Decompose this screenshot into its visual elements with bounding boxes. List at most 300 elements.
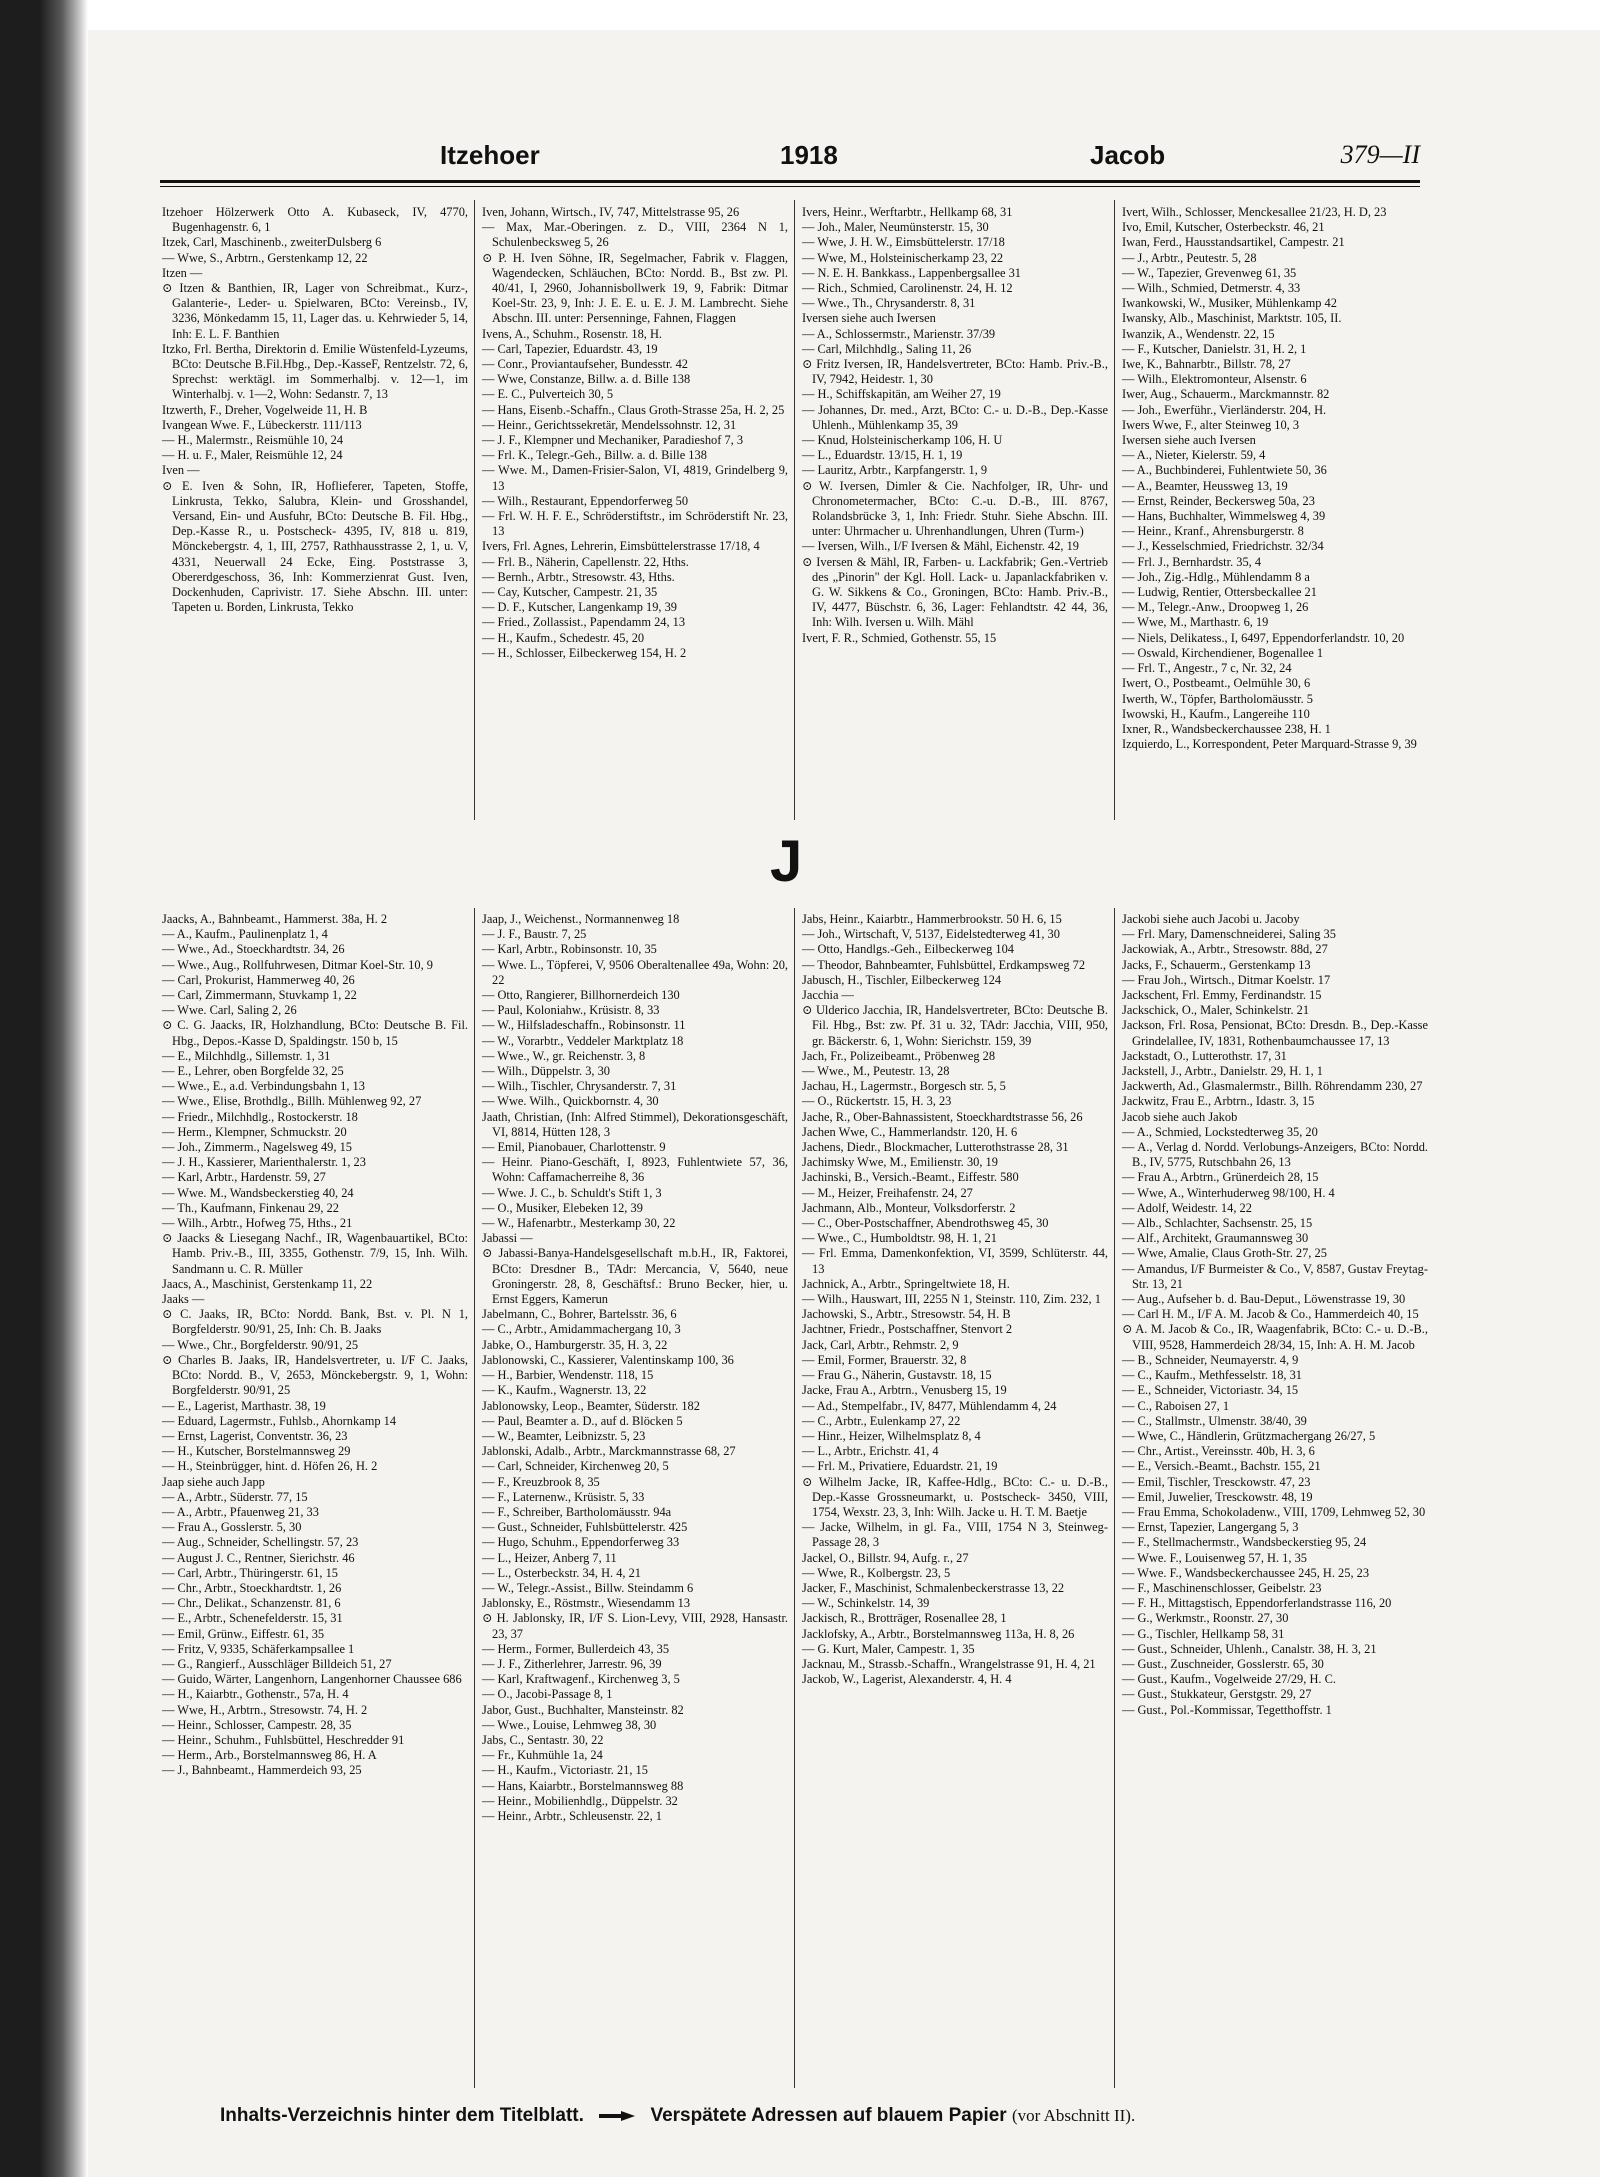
directory-entry: — F., Laternenw., Krüsistr. 5, 33 [482,1489,645,1504]
directory-entry: — Wwe, Amalie, Claus Groth-Str. 27, 25 [1122,1246,1327,1261]
directory-entry: — Fritz, V, 9335, Schäferkampsallee 1 [162,1641,355,1656]
directory-entry: — Johannes, Dr. med., Arzt, BCto: C.- u. D.-B., Dep.-Kasse Uhlenh., Mühlenkamp 35, 39 [802,402,1108,432]
directory-entry: Jackstell, J., Arbtr., Danielstr. 29, H. 1, 1 [1122,1064,1323,1079]
header-left-keyword: Itzehoer [440,140,540,170]
directory-entry: — C., Stallmstr., Ulmenstr. 38/40, 39 [1122,1413,1307,1428]
directory-entry: Jachau, H., Lagermstr., Borgesch str. 5, 5 [802,1079,1006,1094]
directory-entry: Iven — [162,463,200,478]
directory-entry: — Friedr., Milchhdlg., Rostockerstr. 18 [162,1109,358,1124]
directory-entry: — O., Musiker, Elebeken 12, 39 [482,1200,643,1215]
directory-entry: Jaap, J., Weichenst., Normannenweg 18 [482,912,680,926]
directory-entry: — Frl. K., Telegr.-Geh., Billw. a. d. Bille 138 [482,448,707,463]
directory-entry: — Wwe, M., Marthastr. 6, 19 [1122,615,1269,630]
bottom-column-4 [1122,912,1428,1718]
page-footer [220,2105,1135,2127]
directory-entry: Iwers Wwe, F., alter Steinweg 10, 3 [1122,417,1300,432]
directory-entry: Jaaks — [162,1292,205,1307]
directory-entry: ⊙ H. Jablonsky, IR, I/F S. Lion-Levy, VIII, 2928, Hansastr. 23, 37 [482,1611,788,1641]
directory-entry: — E., Lehrer, oben Borgfelde 32, 25 [162,1064,344,1079]
directory-entry: — Heinr., Arbtr., Schleusenstr. 22, 1 [482,1808,662,1823]
directory-entry: — Guido, Wärter, Langenhorn, Langenhorner Chaussee 686 [162,1672,462,1687]
directory-entry: Jaath, Christian, (Inh: Alfred Stimmel), Dekorationsgeschäft, VI, 8814, Hütten 128, 3 [482,1109,788,1139]
directory-entry: — H., Schlosser, Eilbeckerweg 154, H. 2 [482,645,687,660]
directory-entry: — Iversen, Wilh., I/F Iversen & Mähl, Eichenstr. 42, 19 [802,539,1079,554]
directory-entry: — Frl. Mary, Damenschneiderei, Saling 35 [1122,927,1336,942]
directory-entry: Jackel, O., Billstr. 94, Aufg. r., 27 [802,1550,969,1565]
directory-entry: — J. F., Klempner und Mechaniker, Paradieshof 7, 3 [482,433,744,448]
directory-entry: — Gust., Zuschneider, Gosslerstr. 65, 30 [1122,1656,1324,1671]
directory-entry: — Chr., Delikat., Schanzenstr. 81, 6 [162,1596,341,1611]
directory-entry: — F., Maschinenschlosser, Geibelstr. 23 [1122,1580,1322,1595]
directory-entry: Jabs, C., Sentastr. 30, 22 [482,1732,604,1747]
directory-entry: — Frau A., Gosslerstr. 5, 30 [162,1520,302,1535]
directory-entry: ⊙ P. H. Iven Söhne, IR, Segelmacher, Fabrik v. Flaggen, Wagendecken, Schläuchen, BCto: Nordd. B., Bst zw. Pl. 40/41, I, 2960, Johannisbollwerk 19, 9, Fabrik: Ditmar Koel-Str. 23, 9, Inh: J. E. E. u. E. J. M. Lambrecht. Siehe Abschn. III. unter: Persenninge, Fahnen, Flaggen [482,250,788,326]
directory-entry: — G., Werkmstr., Roonstr. 27, 30 [1122,1611,1289,1626]
directory-entry: — Ludwig, Rentier, Ottersbeckallee 21 [1122,585,1317,600]
directory-entry: — N. E. H. Bankkass., Lappenbergsallee 31 [802,265,1021,280]
directory-entry: Jacklofsky, A., Arbtr., Borstelmannsweg 113a, H. 8, 26 [802,1626,1075,1641]
directory-entry: Jabassi — [482,1231,533,1246]
directory-entry: — Carl, Tapezier, Eduardstr. 43, 19 [482,341,658,356]
directory-entry: — Paul, Beamter a. D., auf d. Blöcken 5 [482,1413,683,1428]
directory-entry: — F., Stellmachermstr., Wandsbeckerstieg 95, 24 [1122,1535,1367,1550]
directory-entry: — C., Ober-Postschaffner, Abendrothsweg 45, 30 [802,1216,1049,1231]
directory-entry: — Emil, Juwelier, Tresckowstr. 48, 19 [1122,1489,1313,1504]
header-right-keyword: Jacob [1090,140,1166,170]
directory-entry: — Emil, Former, Brauerstr. 32, 8 [802,1352,967,1367]
directory-entry: Jablonsky, E., Röstmstr., Wiesendamm 13 [482,1596,691,1611]
directory-entry: — Ernst, Reinder, Beckersweg 50a, 23 [1122,493,1315,508]
column-divider [474,200,475,820]
directory-entry: — L., Eduardstr. 13/15, H. 1, 19 [802,448,963,463]
directory-entry: — E., Schneider, Victoriastr. 34, 15 [1122,1383,1299,1398]
directory-entry: — W., Telegr.-Assist., Billw. Steindamm 6 [482,1580,694,1595]
directory-entry: Jablonowsky, Leop., Beamter, Süderstr. 182 [482,1398,700,1413]
directory-entry: — A., Schlossermstr., Marienstr. 37/39 [802,326,996,341]
directory-entry: — Wilh., Hauswart, III, 2255 N 1, Steinstr. 110, Zim. 232, 1 [802,1292,1101,1307]
directory-entry: — Wilh., Schmied, Detmerstr. 4, 33 [1122,281,1301,296]
directory-entry: — E. C., Pulverteich 30, 5 [482,387,614,402]
directory-entry: — Alf., Architekt, Graumannsweg 30 [1122,1231,1309,1246]
directory-entry: Jaap siehe auch Japp [162,1474,265,1489]
directory-entry: — Joh., Ewerführ., Vierländerstr. 204, H. [1122,402,1327,417]
directory-entry: — Hans, Eisenb.-Schaffn., Claus Groth-Strasse 25a, H. 2, 25 [482,402,785,417]
directory-entry: Iwansky, Alb., Maschinist, Marktstr. 105, II. [1122,311,1342,326]
directory-entry: — C., Kaufm., Methfesselstr. 18, 31 [1122,1368,1302,1383]
directory-entry: — Wwe., Chr., Borgfelderstr. 90/91, 25 [162,1337,359,1352]
directory-entry: Jackson, Frl. Rosa, Pensionat, BCto: Dresdn. B., Dep.-Kasse Grindelallee, IV, 1831, Rothenbaumchaussee 17, 13 [1122,1018,1428,1048]
directory-entry: Itzwerth, F., Dreher, Vogelweide 11, H. B [162,402,368,417]
directory-entry: — W., Beamter, Leibnizstr. 5, 23 [482,1428,646,1443]
directory-entry: ⊙ C. Jaaks, IR, BCto: Nordd. Bank, Bst. v. Pl. N 1, Borgfelderstr. 90/91, 25, Inh: Ch. B. Jaaks [162,1307,468,1337]
directory-entry: Iwert, O., Postbeamt., Oelmühle 30, 6 [1122,676,1311,691]
page-header [160,140,1420,180]
directory-entry: Jach, Fr., Polizeibeamt., Pröbenweg 28 [802,1048,996,1063]
directory-entry: — J. H., Kassierer, Marienthalerstr. 1, 23 [162,1155,366,1170]
directory-entry: ⊙ E. Iven & Sohn, IR, Hoflieferer, Tapeten, Stoffe, Linkrusta, Tekko, Salubra, Klein- und Grosshandel, Versand, Ein- und Ausfuhr, BCto: Deutsche B. Fil. Hbg., Dep.-Kasse R., u. Postscheck- 4395, IV, 818 u. 819, Mönckebergstr. 4, 1, III, 2757, Rathhausstrasse 2, 1, u. V, 4331, Neuerwall 24 Ecke, Eing. Poststrasse 3, Obererdgeschoss, 36, Inh: Kommerzienrat Gust. Iven, Dockenhuden, Caprivistr. 17. Siehe Abschn. III. unter: Tapeten u. Borden, Linkrusta, Tekko [162,478,468,615]
directory-entry: — W., Tapezier, Grevenweg 61, 35 [1122,265,1297,280]
directory-entry: — Joh., Maler, Neumünsterstr. 15, 30 [802,220,989,235]
top-column-2 [482,205,788,661]
directory-entry: Jabusch, H., Tischler, Eilbeckerweg 124 [802,972,1002,987]
directory-entry: — Herm., Former, Bullerdeich 43, 35 [482,1641,670,1656]
directory-entry: — Wwe., Louise, Lehmweg 38, 30 [482,1717,657,1732]
directory-entry: ⊙ Charles B. Jaaks, IR, Handelsvertreter, u. I/F C. Jaaks, BCto: Nordd. B., V, 2653, Mönckebergstr. 9, 1, Wohn: Borgfelderstr. 90/91, 25 [162,1352,468,1398]
directory-entry: — C., Raboisen 27, 1 [1122,1398,1230,1413]
directory-entry: Jackschick, O., Maler, Schinkelstr. 21 [1122,1003,1310,1018]
directory-entry: — A., Buchbinderei, Fuhlentwiete 50, 36 [1122,463,1327,478]
directory-entry: Jachmann, Alb., Monteur, Volksdorferstr. 2 [802,1200,1016,1215]
page-number: 379—II [1340,140,1420,169]
directory-entry: — Chr., Arbtr., Stoeckhardtstr. 1, 26 [162,1580,342,1595]
header-rule-thin [160,186,1420,187]
directory-entry: — Karl, Kraftwagenf., Kirchenweg 3, 5 [482,1672,680,1687]
directory-entry: — Eduard, Lagermstr., Fuhlsb., Ahornkamp 14 [162,1413,397,1428]
directory-entry: Iwe, K., Bahnarbtr., Billstr. 78, 27 [1122,357,1291,372]
directory-entry: Jackwerth, Ad., Glasmalermstr., Billh. Röhrendamm 230, 27 [1122,1079,1423,1094]
directory-entry: — D. F., Kutscher, Langenkamp 19, 39 [482,600,678,615]
directory-entry: — L., Heizer, Anberg 7, 11 [482,1550,617,1565]
directory-entry: Iwankowski, W., Musiker, Mühlenkamp 42 [1122,296,1337,311]
directory-entry: — Heinr., Mobilienhdlg., Düppelstr. 32 [482,1793,678,1808]
directory-entry: — Conr., Proviantaufseher, Bundesstr. 42 [482,357,688,372]
directory-entry: — Joh., Zig.-Hdlg., Mühlendamm 8 a [1122,569,1310,584]
directory-entry: Iwersen siehe auch Iversen [1122,433,1256,448]
directory-entry: Jaacks, A., Bahnbeamt., Hammerst. 38a, H. 2 [162,912,388,926]
directory-entry: — Wwe, A., Winterhuderweg 98/100, H. 4 [1122,1185,1335,1200]
directory-entry: Jacknau, M., Strassb.-Schaffn., Wrangelstrasse 91, H. 4, 21 [802,1656,1096,1671]
directory-entry: — Frl. M., Privatiere, Eduardstr. 21, 19 [802,1459,998,1474]
directory-entry: — Wwe. F., Wandsbeckerchaussee 245, H. 25, 23 [1122,1565,1370,1580]
directory-entry: Itzko, Frl. Bertha, Direktorin d. Emilie Wüstenfeld-Lyzeums, BCto: Deutsche B.Fil.Hbg., Dep.-KasseF, Rentzelstr. 72, 6, Sprechst: werktägl. im Sommerhalbj. v. 12—1, im Winterhalbj. v. 1—2, Wohn: Sedanstr. 7, 13 [162,341,468,402]
directory-entry: — Oswald, Kirchendiener, Bogenallee 1 [1122,645,1324,660]
directory-entry: — J. F., Baustr. 7, 25 [482,927,587,942]
directory-entry: — Jacke, Wilhelm, in gl. Fa., VIII, 1754 N 3, Steinweg-Passage 28, 3 [802,1520,1108,1550]
directory-entry: Ivers, Frl. Agnes, Lehrerin, Eimsbüttelerstrasse 17/18, 4 [482,539,760,554]
directory-entry: — Wwe, M., Holsteinischerkamp 23, 22 [802,250,1004,265]
directory-entry: ⊙ Wilhelm Jacke, IR, Kaffee-Hdlg., BCto: C.- u. D.-B., Dep.-Kasse Grossneumarkt, u. Postscheck- 3450, VIII, 1754, Wexstr. 23, 3, Inh: Wilh. Jacke u. H. T. M. Baetje [802,1474,1108,1519]
directory-entry: — Rich., Schmied, Carolinenstr. 24, H. 12 [802,281,1013,296]
directory-entry: — F., Kreuzbrook 8, 35 [482,1474,600,1489]
directory-entry: — Wwe, C., Händlerin, Grützmachergang 26/27, 5 [1122,1428,1376,1443]
directory-entry: — Herm., Arb., Borstelmannsweg 86, H. A [162,1748,377,1763]
directory-entry: — G., Tischler, Hellkamp 58, 31 [1122,1626,1285,1641]
directory-entry: — Th., Kaufmann, Finkenau 29, 22 [162,1200,340,1215]
directory-entry: — W., Vorarbtr., Veddeler Marktplatz 18 [482,1033,684,1048]
directory-entry: — Ernst, Tapezier, Langergang 5, 3 [1122,1520,1299,1535]
directory-entry: Iwerth, W., Töpfer, Bartholomäusstr. 5 [1122,691,1313,706]
footer-late-addresses: Verspätete Adressen auf blauem Papier [650,2105,1007,2126]
directory-entry: — Emil, Tischler, Tresckowstr. 47, 23 [1122,1474,1311,1489]
directory-entry: — Fried., Zollassist., Papendamm 24, 13 [482,615,686,630]
column-divider [1114,908,1115,2088]
directory-entry: — Carl, Arbtr., Thüringerstr. 61, 15 [162,1565,338,1580]
directory-entry: Itzehoer Hölzerwerk Otto A. Kubaseck, IV, 4770, Bugenhagenstr. 6, 1 [162,205,468,235]
directory-entry: — Bernh., Arbtr., Stresowstr. 43, Hths. [482,569,675,584]
directory-entry: — Wwe., M., Peutestr. 13, 28 [802,1064,950,1079]
directory-entry: Jacke, Frau A., Arbtrn., Venusberg 15, 19 [802,1383,1007,1398]
directory-entry: Jabor, Gust., Buchhalter, Mansteinstr. 82 [482,1702,684,1717]
top-column-1 [162,205,468,615]
directory-entry: Ivert, Wilh., Schlosser, Menckesallee 21/23, H. D, 23 [1122,205,1387,219]
directory-entry: — H., Barbier, Wendenstr. 118, 15 [482,1368,654,1383]
directory-entry: Jacker, F., Maschinist, Schmalenbeckerstrasse 13, 22 [802,1580,1065,1595]
directory-entry: — F., Schreiber, Bartholomäusstr. 94a [482,1504,672,1519]
directory-entry: — H., Kaufm., Victoriastr. 21, 15 [482,1763,648,1778]
directory-entry: — Carl, Milchhdlg., Saling 11, 26 [802,341,972,356]
directory-entry: — Wwe., Elise, Brothdlg., Billh. Mühlenweg 92, 27 [162,1094,422,1109]
directory-entry: — Gust., Stukkateur, Gerstgstr. 29, 27 [1122,1687,1312,1702]
directory-entry: ⊙ C. G. Jaacks, IR, Holzhandlung, BCto: Deutsche B. Fil. Hbg., Depos.-Kasse D, Spaldingstr. 150 b, 15 [162,1018,468,1048]
directory-entry: — Cay, Kutscher, Campestr. 21, 35 [482,585,658,600]
directory-entry: — Wilh., Arbtr., Hofweg 75, Hths., 21 [162,1216,353,1231]
directory-entry: Iversen siehe auch Iwersen [802,311,936,326]
directory-entry: ⊙ Jabassi-Banya-Handelsgesellschaft m.b.H., IR, Faktorei, BCto: Dresdner B., TAdr: Mercancia, V, 5640, neue Groningerstr. 28, 8, Geschäftsf.: Bruno Becker, hier, u. Ernst Eggers, Kamerun [482,1246,788,1307]
directory-entry: — Chr., Artist., Vereinsstr. 40b, H. 3, 6 [1122,1444,1315,1459]
directory-entry: Jackob, W., Lagerist, Alexanderstr. 4, H. 4 [802,1672,1012,1687]
directory-entry: — Gust., Schneider, Uhlenh., Canalstr. 38, H. 3, 21 [1122,1641,1377,1656]
directory-entry: Jachens, Diedr., Blockmacher, Lutterothstrasse 28, 31 [802,1140,1069,1155]
directory-entry: Jabs, Heinr., Kaiarbtr., Hammerbrookstr. 50 H. 6, 15 [802,912,1062,926]
directory-entry: ⊙ W. Iversen, Dimler & Cie. Nachfolger, IR, Uhr- und Chronometermacher, BCto: C.-u. D.-B., III. 8767, Rolandsbrücke 3, 1, Inh: Friedr. Stuhr. Siehe Abschn. III. unter: Uhrmacher u. Uhrenhandlungen, Uhren (Turm-) [802,478,1108,539]
directory-entry: — Theodor, Bahnbeamter, Fuhlsbüttel, Erdkampsweg 72 [802,957,1086,972]
directory-entry: — Frl. Emma, Damenkonfektion, VI, 3599, Schlüterstr. 44, 13 [802,1246,1108,1276]
directory-entry: Jackobi siehe auch Jacobi u. Jacoby [1122,912,1300,926]
directory-entry: Itzek, Carl, Maschinenb., zweiterDulsberg 6 [162,235,382,250]
directory-entry: — Niels, Delikatess., I, 6497, Eppendorferlandstr. 10, 20 [1122,630,1405,645]
column-divider [794,908,795,2088]
directory-entry: — H., Kaufm., Schedestr. 45, 20 [482,630,645,645]
directory-entry: — H., Steinbrügger, hint. d. Höfen 26, H. 2 [162,1459,378,1474]
directory-entry: — Wilh., Elektromonteur, Alsenstr. 6 [1122,372,1307,387]
directory-entry: Jachimsky Wwe, M., Emilienstr. 30, 19 [802,1155,998,1170]
directory-entry: — Wwe. Carl, Saling 2, 26 [162,1003,297,1018]
directory-entry: Iwanzik, A., Wendenstr. 22, 15 [1122,326,1275,341]
directory-entry: — G., Rangierf., Ausschläger Billdeich 51, 27 [162,1656,392,1671]
directory-entry: — Aug., Aufseher b. d. Bau-Deput., Löwenstrasse 19, 30 [1122,1292,1406,1307]
directory-entry: — Wilh., Tischler, Chrysanderstr. 7, 31 [482,1079,677,1094]
directory-entry: — A., Verlag d. Nordd. Verlobungs-Anzeigers, BCto: Nordd. B., IV, 5775, Rutschbahn 26, 13 [1122,1140,1428,1170]
directory-entry: Ivo, Emil, Kutscher, Osterbeckstr. 46, 21 [1122,220,1325,235]
column-divider [1114,200,1115,820]
directory-entry: — Lauritz, Arbtr., Karpfangerstr. 1, 9 [802,463,988,478]
directory-entry: — Frl. J., Bernhardstr. 35, 4 [1122,554,1262,569]
top-column-4 [1122,205,1428,752]
directory-entry: — Wwe., Aug., Rollfuhrwesen, Ditmar Koel-Str. 10, 9 [162,957,433,972]
directory-entry: — Wwe. Wilh., Quickbornstr. 4, 30 [482,1094,659,1109]
directory-entry: — O., Jacobi-Passage 8, 1 [482,1687,613,1702]
directory-entry: — Wwe., E., a.d. Verbindungsbahn 1, 13 [162,1079,365,1094]
section-letter: J [770,829,803,894]
directory-entry: Ivert, F. R., Schmied, Gothenstr. 55, 15 [802,630,997,645]
directory-entry: — Hinr., Heizer, Wilhelmsplatz 8, 4 [802,1428,981,1443]
directory-entry: — Heinr. Piano-Geschäft, I, 8923, Fuhlentwiete 57, 36, Wohn: Caffamacherreihe 8, 36 [482,1155,788,1185]
directory-entry: — Wwe. J. C., b. Schuldt's Stift 1, 3 [482,1185,662,1200]
directory-entry: Jacchia — [802,988,854,1003]
directory-entry: — A., Arbtr., Süderstr. 77, 15 [162,1489,308,1504]
directory-entry: Jachinski, B., Versich.-Beamt., Eiffestr. 580 [802,1170,1019,1185]
directory-entry: — H., Kaiarbtr., Gothenstr., 57a, H. 4 [162,1687,349,1702]
directory-entry: — M., Telegr.-Anw., Droopweg 1, 26 [1122,600,1309,615]
directory-entry: — E., Arbtr., Schenefelderstr. 15, 31 [162,1611,343,1626]
directory-entry: Jacks, F., Schauerm., Gerstenkamp 13 [1122,957,1311,972]
directory-entry: — F., Kutscher, Danielstr. 31, H. 2, 1 [1122,341,1307,356]
directory-entry: — Heinr., Gerichtssekretär, Mendelssohnstr. 12, 31 [482,417,737,432]
directory-entry: Jache, R., Ober-Bahnassistent, Stoeckhardtstrasse 56, 26 [802,1109,1083,1124]
directory-entry: — K., Kaufm., Wagnerstr. 13, 22 [482,1383,647,1398]
directory-entry: Ivens, A., Schuhm., Rosenstr. 18, H. [482,326,663,341]
directory-entry: — C., Arbtr., Amidammachergang 10, 3 [482,1322,681,1337]
directory-entry: — F. H., Mittagstisch, Eppendorferlandstrasse 116, 20 [1122,1596,1392,1611]
directory-entry: Ivers, Heinr., Werftarbtr., Hellkamp 68, 31 [802,205,1013,219]
directory-entry: Ixner, R., Wandsbeckerchaussee 238, H. 1 [1122,721,1331,736]
directory-entry: Iven, Johann, Wirtsch., IV, 747, Mittelstrasse 95, 26 [482,205,740,219]
bottom-column-2 [482,912,788,1824]
directory-entry: — Otto, Handlgs.-Geh., Eilbeckerweg 104 [802,942,1014,957]
directory-entry: — Hans, Buchhalter, Wimmelsweg 4, 39 [1122,509,1326,524]
directory-entry: — J., Kesselschmied, Friedrichstr. 32/34 [1122,539,1324,554]
directory-entry: — Max, Mar.-Oberingen. z. D., VIII, 2364 N 1, Schulenbecksweg 5, 26 [482,220,788,250]
directory-entry: — H. u. F., Maler, Reismühle 12, 24 [162,448,343,463]
directory-entry: ⊙ Ulderico Jacchia, IR, Handelsvertreter, BCto: Deutsche B. Fil. Hbg., Bst: zw. Pf. 31 u. 32, TAdr: Jacchia, VIII, 950, gr. Bäckerstr. 6, 1, Wohn: Sierichstr. 159, 39 [802,1003,1108,1048]
directory-entry: — Frl. T., Angestr., 7 c, Nr. 32, 24 [1122,661,1292,676]
directory-entry: — A., Nieter, Kielerstr. 59, 4 [1122,448,1266,463]
directory-entry: — A., Beamter, Heussweg 13, 19 [1122,478,1288,493]
bottom-column-1 [162,912,468,1779]
directory-entry: — L., Arbtr., Erichstr. 41, 4 [802,1444,939,1459]
directory-entry: — Wwe. F., Louisenweg 57, H. 1, 35 [1122,1550,1307,1565]
directory-entry: — W., Hilfsladeschaffn., Robinsonstr. 11 [482,1018,686,1033]
directory-entry: — Frau A., Arbtrn., Grünerdeich 28, 15 [1122,1170,1319,1185]
directory-entry: — B., Schneider, Neumayerstr. 4, 9 [1122,1352,1299,1367]
directory-entry: Izquierdo, L., Korrespondent, Peter Marquard-Strasse 9, 39 [1122,737,1417,752]
directory-entry: Jackisch, R., Brotträger, Rosenallee 28, 1 [802,1611,1007,1626]
directory-entry: — Joh., Zimmerm., Nagelsweg 49, 15 [162,1140,352,1155]
directory-entry: — Emil, Pianobauer, Charlottenstr. 9 [482,1140,666,1155]
directory-entry: — Wwe. L., Töpferei, V, 9506 Oberaltenallee 49a, Wohn: 20, 22 [482,957,788,987]
column-divider [474,908,475,2088]
directory-entry: Iwowski, H., Kaufm., Langereihe 110 [1122,706,1310,721]
directory-entry: — Karl, Arbtr., Hardenstr. 59, 27 [162,1170,326,1185]
directory-entry: Jackowiak, A., Arbtr., Stresowstr. 88d, 27 [1122,942,1328,957]
directory-entry: — H., Schiffskapitän, am Weiher 27, 19 [802,387,1001,402]
pointing-hand-icon [597,2109,637,2123]
directory-entry: — Heinr., Schlosser, Campestr. 28, 35 [162,1717,352,1732]
directory-entry: — A., Arbtr., Pfauenweg 21, 33 [162,1504,319,1519]
directory-entry: Jachowski, S., Arbtr., Stresowstr. 54, H. B [802,1307,1011,1322]
directory-entry: — Frau G., Näherin, Gustavstr. 18, 15 [802,1368,992,1383]
directory-entry: ⊙ Iversen & Mähl, IR, Farben- u. Lackfabrik; Gen.-Vertrieb des „Pinorin" der Kgl. Holl. Lack- u. Japanlackfabriken v. G. W. Sikkens & Co., Groningen, BCto: Hamb. Priv.-B., IV, 4477, Büschstr. 6, 36, Lager: Fehlandtstr. 42 44, 36, Inh: Wilh. Iversen u. Wilh. Mähl [802,554,1108,630]
directory-entry: — Herm., Klempner, Schmuckstr. 20 [162,1124,347,1139]
directory-entry: ⊙ Fritz Iversen, IR, Handelsvertreter, BCto: Hamb. Priv.-B., IV, 7942, Heidestr. 1, 30 [802,357,1108,387]
directory-entry: — Carl H. M., I/F A. M. Jacob & Co., Hammerdeich 40, 15 [1122,1307,1419,1322]
directory-entry: — H., Kutscher, Borstelmannsweg 29 [162,1444,351,1459]
directory-entry: Itzen — [162,265,203,280]
top-column-3 [802,205,1108,646]
directory-entry: — Hugo, Schuhm., Eppendorferweg 33 [482,1535,680,1550]
header-rule-thick [160,180,1420,183]
directory-entry: — Paul, Koloniahw., Krüsistr. 8, 33 [482,1003,660,1018]
directory-entry: — Heinr., Schuhm., Fuhlsbüttel, Heschredder 91 [162,1732,405,1747]
directory-entry: Jablonski, Adalb., Arbtr., Marckmannstrasse 68, 27 [482,1444,736,1459]
directory-entry: — Otto, Rangierer, Billhornerdeich 130 [482,988,680,1003]
column-divider [794,200,795,820]
directory-entry: — Joh., Wirtschaft, V, 5137, Eidelstedterweg 41, 30 [802,927,1060,942]
directory-entry: Jackschent, Frl. Emmy, Ferdinandstr. 15 [1122,988,1322,1003]
directory-entry: — Karl, Arbtr., Robinsonstr. 10, 35 [482,942,657,957]
directory-entry: — Wwe. M., Damen-Frisier-Salon, VI, 4819, Grindelberg 9, 13 [482,463,788,493]
directory-entry: — A., Schmied, Lockstedterweg 35, 20 [1122,1124,1318,1139]
directory-entry: — Heinr., Kranf., Ahrensburgerstr. 8 [1122,524,1304,539]
directory-entry: — Wwe. M., Wandsbeckerstieg 40, 24 [162,1185,354,1200]
directory-entry: — Wwe, Constanze, Billw. a. d. Bille 138 [482,372,691,387]
directory-entry: — Fr., Kuhmühle 1a, 24 [482,1748,603,1763]
directory-entry: — Carl, Schneider, Kirchenweg 20, 5 [482,1459,669,1474]
directory-entry: — J., Arbtr., Peutestr. 5, 28 [1122,250,1257,265]
directory-entry: — J. F., Zitherlehrer, Jarrestr. 96, 39 [482,1656,662,1671]
directory-entry: — J., Bahnbeamt., Hammerdeich 93, 25 [162,1763,362,1778]
directory-entry: — E., Milchhdlg., Sillemstr. 1, 31 [162,1048,331,1063]
directory-entry: — C., Arbtr., Eulenkamp 27, 22 [802,1413,961,1428]
directory-entry: — Wwe., Ad., Stoeckhardtstr. 34, 26 [162,942,345,957]
directory-entry: — Aug., Schneider, Schellingstr. 57, 23 [162,1535,359,1550]
header-year: 1918 [780,140,838,170]
directory-entry: Jack, Carl, Arbtr., Rehmstr. 2, 9 [802,1337,959,1352]
footer-index-note: Inhalts-Verzeichnis hinter dem Titelblatt. [220,2105,584,2126]
directory-entry: Jachnick, A., Arbtr., Springeltwiete 18, H. [802,1276,1010,1291]
directory-entry: ⊙ Jaacks & Liesegang Nachf., IR, Wagenbauartikel, BCto: Hamb. Priv.-B., III, 3355, Gothenstr. 7/9, 15, Inh. Wilh. Sandmann u. C. R. Müller [162,1231,468,1276]
directory-entry: — Wilh., Düppelstr. 3, 30 [482,1064,610,1079]
directory-entry: — Gust., Kaufm., Vogelweide 27/29, H. C. [1122,1672,1336,1687]
directory-entry: Jablonowski, C., Kassierer, Valentinskamp 100, 36 [482,1352,734,1367]
directory-entry: Jackwitz, Frau E., Arbtrn., Idastr. 3, 15 [1122,1094,1315,1109]
bottom-column-3 [802,912,1108,1687]
directory-entry: — Emil, Grünw., Eiffestr. 61, 35 [162,1626,325,1641]
directory-entry: — Wwe, H., Arbtrn., Stresowstr. 74, H. 2 [162,1702,368,1717]
directory-entry: Iwan, Ferd., Hausstandsartikel, Campestr. 21 [1122,235,1345,250]
directory-entry: — Ernst, Lagerist, Conventstr. 36, 23 [162,1428,348,1443]
directory-entry: — Wilh., Restaurant, Eppendorferweg 50 [482,493,689,508]
directory-entry: — M., Heizer, Freihafenstr. 24, 27 [802,1185,973,1200]
directory-entry: Jacob siehe auch Jakob [1122,1109,1238,1124]
directory-entry: Ivangean Wwe. F., Lübeckerstr. 111/113 [162,417,362,432]
directory-entry: — A., Kaufm., Paulinenplatz 1, 4 [162,927,328,942]
directory-entry: — Ad., Stempelfabr., IV, 8477, Mühlendamm 4, 24 [802,1398,1057,1413]
directory-entry: Iwer, Aug., Schauerm., Marckmannstr. 82 [1122,387,1330,402]
directory-entry: — Adolf, Weidestr. 14, 22 [1122,1200,1252,1215]
directory-entry: — W., Schinkelstr. 14, 39 [802,1596,930,1611]
directory-entry: — Hans, Kaiarbtr., Borstelmannsweg 88 [482,1778,684,1793]
directory-entry: — E., Lagerist, Marthastr. 38, 19 [162,1398,326,1413]
directory-entry: — Frau Emma, Schokoladenw., VIII, 1709, Lehmweg 52, 30 [1122,1504,1426,1519]
directory-entry: — Wwe, S., Arbtrn., Gerstenkamp 12, 22 [162,250,368,265]
directory-entry: — L., Osterbeckstr. 34, H. 4, 21 [482,1565,641,1580]
directory-entry: ⊙ Itzen & Banthien, IR, Lager von Schreibmat., Kurz-, Galanterie-, Leder- u. Spielwaren, BCto: Vereinsb., IV, 3236, Mönkedamm 15, 11, Lager das. u. Kehrwieder 5, 14, Inh: E. L. F. Banthien [162,281,468,341]
directory-entry: Jaacs, A., Maschinist, Gerstenkamp 11, 22 [162,1276,373,1291]
directory-entry: Jachen Wwe, C., Hammerlandstr. 120, H. 6 [802,1124,1018,1139]
directory-entry: — Wwe, J. H. W., Eimsbüttelerstr. 17/18 [802,235,1005,250]
footer-section-note: (vor Abschnitt II). [1011,2106,1136,2125]
directory-entry: Jabelmann, C., Bohrer, Bartelsstr. 36, 6 [482,1307,677,1322]
book-binding-edge [0,0,88,2177]
directory-entry: — W., Hafenarbtr., Mesterkamp 30, 22 [482,1216,676,1231]
directory-entry: — Wwe., W., gr. Reichenstr. 3, 8 [482,1048,646,1063]
directory-entry: — Alb., Schlachter, Sachsenstr. 25, 15 [1122,1216,1313,1231]
directory-entry: — Frl. B., Näherin, Capellenstr. 22, Hths. [482,554,689,569]
directory-entry: — Carl, Zimmermann, Stuvkamp 1, 22 [162,988,357,1003]
directory-entry: — Amandus, I/F Burmeister & Co., V, 8587, Gustav Freytag-Str. 13, 21 [1122,1261,1428,1291]
directory-entry: — Frau Joh., Wirtsch., Ditmar Koelstr. 17 [1122,972,1331,987]
